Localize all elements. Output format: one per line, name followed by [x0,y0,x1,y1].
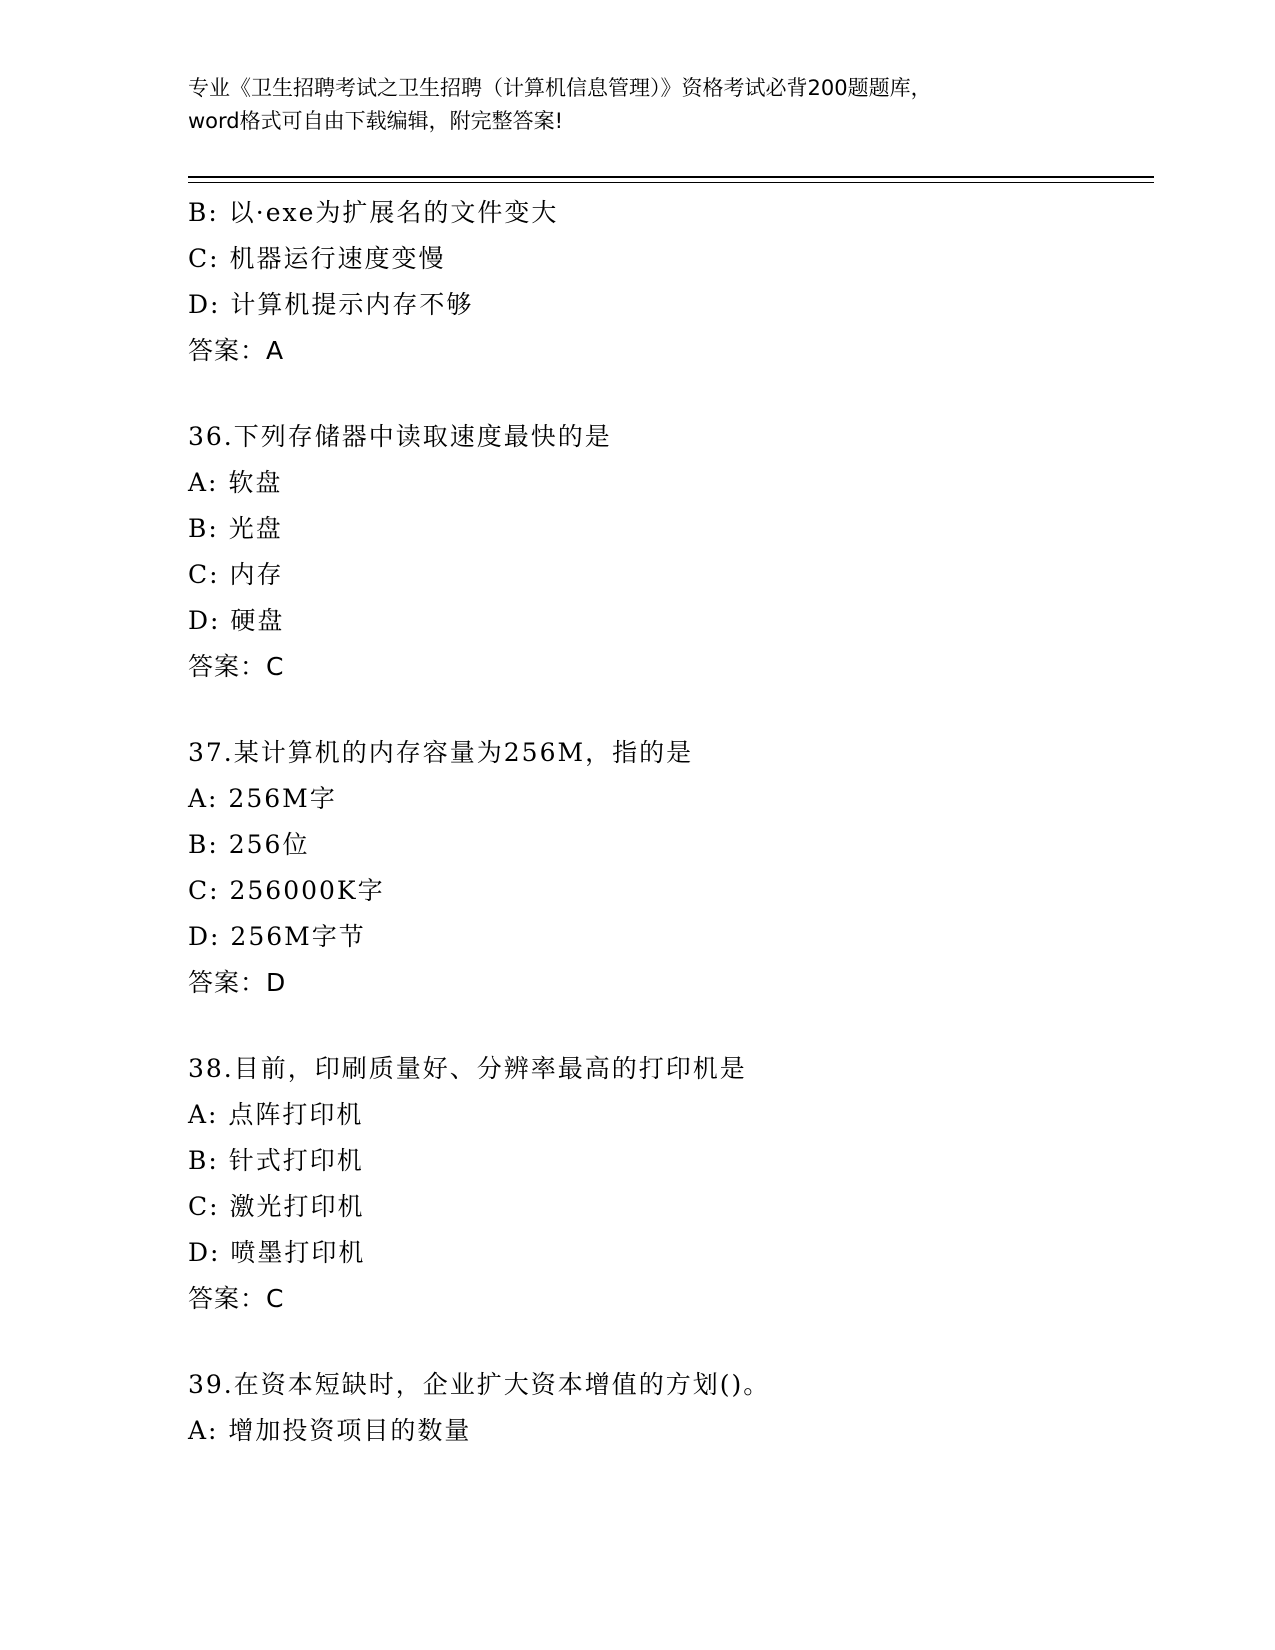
option-b: B: 针式打印机 [188,1146,364,1175]
document-header [188,72,1088,138]
option-a: A: 增加投资项目的数量 [188,1416,472,1445]
question-stem: 39.在资本短缺时，企业扩大资本增值的方划()。 [188,1370,771,1399]
option-b: B: 256位 [188,830,310,859]
question-stem: 38.目前，印刷质量好、分辨率最高的打印机是 [188,1054,747,1083]
question-38 [188,1046,1148,1322]
question-stem: 36.下列存储器中读取速度最快的是 [188,422,612,451]
option-b: B: 以·exe为扩展名的文件变大 [188,198,559,227]
option-d: D: 喷墨打印机 [188,1238,366,1267]
header-title-line-1: 专业《卫生招聘考试之卫生招聘（计算机信息管理）》资格考试必背200题题库， [188,76,932,100]
question-37 [188,730,1148,1006]
option-a: A: 点阵打印机 [188,1100,364,1129]
answer-text: 答案：C [188,652,285,681]
option-d: D: 计算机提示内存不够 [188,290,474,319]
question-36 [188,414,1148,690]
header-divider-thick [188,176,1154,178]
option-c: C: 激光打印机 [188,1192,365,1221]
option-c: C: 256000K字 [188,876,385,905]
option-c: C: 机器运行速度变慢 [188,244,446,273]
question-stem: 37.某计算机的内存容量为256M，指的是 [188,738,694,767]
question-continued [188,190,1148,374]
option-a: A: 256M字 [188,784,337,813]
option-d: D: 硬盘 [188,606,285,635]
option-c: C: 内存 [188,560,284,589]
answer-text: 答案：D [188,968,287,997]
question-39 [188,1362,1148,1454]
header-title-line-2: word格式可自由下载编辑，附完整答案! [188,109,564,133]
answer-text: 答案：A [188,336,285,365]
option-b: B: 光盘 [188,514,283,543]
option-a: A: 软盘 [188,468,283,497]
question-list [188,190,1148,1454]
answer-text: 答案：C [188,1284,285,1313]
header-divider-thin [188,182,1154,183]
option-d: D: 256M字节 [188,922,366,951]
